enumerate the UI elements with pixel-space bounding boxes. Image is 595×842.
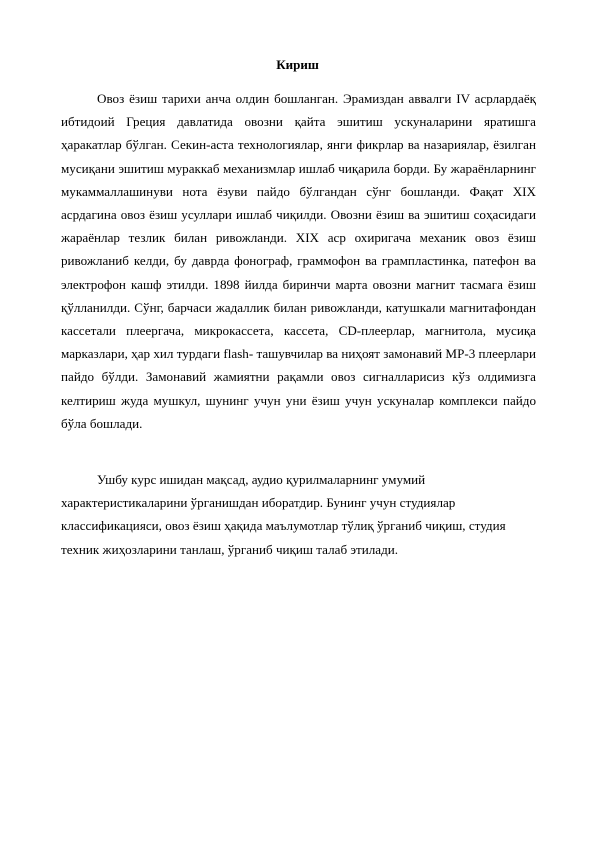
- document-title: Кириш: [276, 57, 319, 72]
- intro-paragraph: Овоз ёзиш тарихи анча олдин бошланган. Эрамиздан аввалги IV асрлардаёқ ибтидоий Греция давлатида овозни қайта эшитиш ускуналарини яратишга ҳаракатлар бўлган. Секин-аста технологиялар, янги фикрлар ва назариялар, ёзилган мусиқани эшитиш мураккаб механизмлар ишлаб чиқарила борди. Бу жараёнларнинг мукаммаллашинуви нота ёзуви пайдо бўлгандан сўнг бошланди. Фақат XIX асрдагина овоз ёзиш усуллари ишлаб чиқилди. Овозни ёзиш ва эшитиш соҳасидаги жараёнлар тезлик билан ривожланди. XIX аср охиригача механик овоз ёзиш ривожланиб келди, бу даврда фонограф, граммофон ва грампластинка, патефон ва электрофон кашф этилди. 1898 йилда биринчи марта овозни магнит тасмага ёзиш қўлланилди. Сўнг, барчаси жадаллик билан ривожланди, катушкали магнитафондан кассетали плеергача, микрокассета, кассета, CD-плеерлар, магнитола, мусиқа марказлари, ҳар хил турдаги flash- ташувчилар ва ниҳоят замонавий MP-3 плеерлари пайдо бўлди. Замонавий жамиятни рақамли овоз сигналларисиз кўз олдимизга келтириш жуда мушкул, шунинг учун уни ёзиш учун ускуналар комплекси пайдо бўла бошлади.: [61, 91, 536, 431]
- purpose-paragraph: Ушбу курс ишидан мақсад, аудио қурилмаларнинг умумий характеристикаларини ўрганишдан иборатдир. Бунинг учун студиялар классификацияси, овоз ёзиш ҳақида маълумотлар тўлиқ ўрганиб чиқиш, студия техник жиҳозларини танлаш, ўрганиб чиқиш талаб этилади.: [61, 472, 506, 557]
